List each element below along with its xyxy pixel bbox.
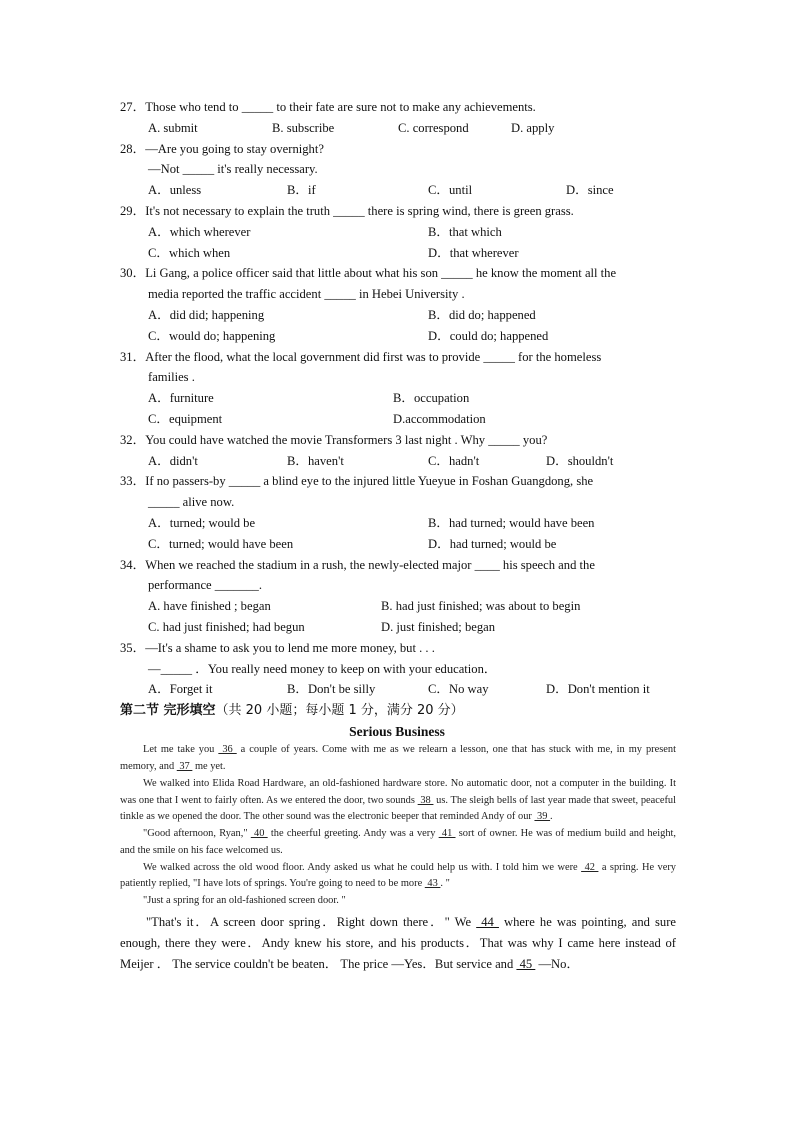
question-stem: —Are you going to stay overnight? [145,141,324,156]
option-d: D. apply [511,120,555,135]
option-a: A. have finished ; began [148,599,271,614]
option-d: D．since [566,183,614,198]
question-number: 29． [120,203,146,218]
option-a: A. submit [148,120,198,135]
question-stem-line2: performance _______. [148,578,263,593]
passage-paragraph: "Good afternoon, Ryan," 40 the cheerful greeting. Andy was a very 41 sort of owner. He was of medium build and height, and the smile on his face welcomed us. [120,828,676,856]
options [120,118,676,139]
blank-45: 45 [516,956,536,971]
section-title: 第二节 完形填空 [120,703,216,719]
question-number: 35． [120,640,146,655]
section-note: （共 20 小题；每小题 1 分，满分 20 分） [215,703,464,719]
blank-36: 36 [218,744,237,756]
question-number: 32． [120,432,146,447]
option-a: A．unless [148,183,202,198]
question-number: 27． [120,100,146,114]
option-b: B．Don't be silly [287,682,376,697]
question-number: 30． [120,266,146,281]
options [120,305,676,347]
question-30 [120,263,676,346]
option-d: D．had turned; would be [428,536,557,551]
section-heading [120,700,676,722]
passage-continuation: "That's it．A screen door spring．Right down there．" We 44 where he was pointing, and sure enough, there they were．Andy knew his store, and his products．That was why I came here instead of Meijer ． The service couldn't be beaten． The price —Yes．But service and 45 —No． [120,915,677,971]
question-stem: It's not necessary to explain the truth _____ there is spring wind, there is green grass. [145,203,574,218]
option-b: B．haven't [287,453,344,468]
options [120,180,676,201]
option-c: C．equipment [148,411,223,426]
options [120,596,676,638]
blank-38: 38 [417,794,434,806]
option-a: A．didn't [148,453,198,468]
option-b: B．that which [428,224,502,239]
option-d: D．that wherever [428,245,519,260]
cloze-passage [120,742,676,910]
blank-40: 40 [250,828,268,840]
option-a: A．turned; would be [148,515,256,530]
options [120,513,676,555]
question-stem: You could have watched the movie Transformers 3 last night . Why _____ you? [145,432,548,447]
option-c: C．would do; happening [148,328,276,343]
blank-37: 37 [176,760,193,772]
options [120,679,676,700]
option-b: B．did do; happened [428,307,536,322]
question-stem: After the flood, what the local government did first was to provide _____ for the homeless [145,349,602,364]
options [120,451,676,472]
options [120,388,676,430]
option-a: A．did did; happening [148,307,265,322]
question-stem-line2: families . [148,370,195,385]
question-32 [120,430,676,472]
question-stem: Li Gang, a police officer said that little about what his son _____ he know the moment all the [145,266,617,281]
option-b: B. had just finished; was about to begin [381,599,581,614]
option-d: D．could do; happened [428,328,549,343]
option-b: B．had turned; would have been [428,515,595,530]
question-number: 33． [120,474,146,489]
option-c: C. had just finished; had begun [148,619,305,634]
passage-paragraph: Let me take you 36 a couple of years. Come with me as we relearn a lesson, one that has stuck with me, in my present memory, and 37 me yet. [120,744,676,772]
option-b: B．occupation [393,391,470,406]
question-35 [120,638,676,700]
option-d: D．Don't mention it [546,682,650,697]
question-34 [120,555,676,638]
passage-paragraph: We walked into Elida Road Hardware, an old-fashioned hardware store. No automatic door, not a computer in the building. It was one that I went to fairly often. As we entered the door, two sounds 38 us. The sleigh bells of last year made that sweet, peaceful tinkle as we opened the door. The other sound was the electronic beeper that reminded Andy of our 39 . [120,777,677,823]
option-a: A．which wherever [148,224,251,239]
question-stem-line2: —_____ ．You really need money to keep on with your education． [148,661,497,676]
question-number: 34． [120,557,146,572]
question-27 [120,97,676,139]
question-stem: When we reached the stadium in a rush, the newly-elected major ____ his speech and the [145,557,595,572]
option-d: D．shouldn't [546,453,614,468]
blank-43: 43 [424,878,441,890]
option-d: D.accommodation [393,411,486,426]
passage-paragraph: "Just a spring for an old-fashioned screen door. " [143,895,346,907]
options [120,222,676,264]
option-a: A．furniture [148,391,214,406]
option-b: B. subscribe [272,120,335,135]
option-c: C．hadn't [428,453,480,468]
option-a: A．Forget it [148,682,213,697]
question-28 [120,139,676,201]
blank-42: 42 [581,861,599,873]
question-stem-line2: _____ alive now. [148,495,235,510]
passage-paragraph: We walked across the old wood floor. Andy asked us what he could help us with. I told him we were 42 a spring. He very patiently replied, "I have lots of springs. You're going to need to be more 43 . " [120,861,676,890]
option-d: D. just finished; began [381,619,496,634]
question-stem: —It's a shame to ask you to lend me more money, but . . . [145,640,435,655]
question-stem: Those who tend to _____ to their fate are sure not to make any achievements. [145,100,536,114]
option-c: C．which when [148,245,231,260]
question-stem-line2: —Not _____ it's really necessary. [148,162,318,177]
exam-page [120,97,676,974]
question-stem-line2: media reported the traffic accident _____ in Hebei University . [148,287,465,302]
option-c: C．until [428,183,473,198]
blank-44: 44 [476,915,499,930]
option-c: C．No way [428,682,489,697]
blank-39: 39 [534,811,551,823]
option-b: B．if [287,183,316,198]
blank-41: 41 [438,828,456,840]
story-title: Serious Business [349,724,445,740]
option-c: C．turned; would have been [148,536,294,551]
question-number: 28． [120,141,146,156]
option-c: C. correspond [398,120,469,135]
question-stem: If no passers-by _____ a blind eye to the injured little Yueyue in Foshan Guangdong, she [145,474,594,489]
question-31 [120,347,676,430]
question-29 [120,201,676,263]
question-33 [120,471,676,554]
question-number: 31． [120,349,146,364]
